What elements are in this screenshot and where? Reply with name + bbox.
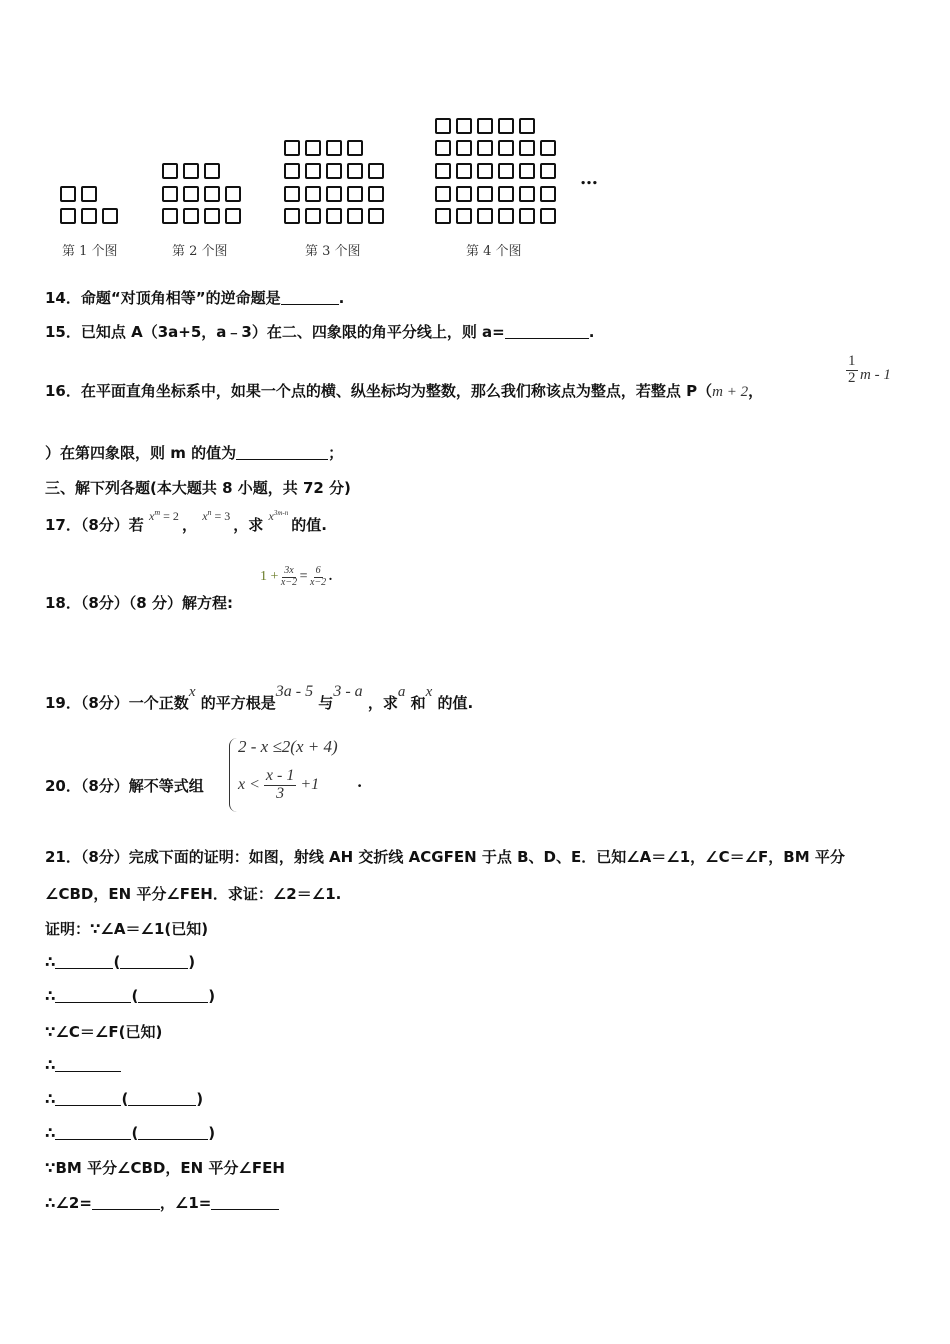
pattern-square	[477, 208, 493, 224]
answer-blank-14[interactable]	[281, 289, 339, 305]
section-heading-3: 三、解下列各题(本大题共 8 小题，共 72 分)	[45, 479, 351, 497]
answer-blank-15[interactable]	[505, 323, 589, 339]
pattern-square	[456, 118, 472, 134]
pattern-square	[498, 163, 514, 179]
figure-caption-1: 第 1 个图	[62, 244, 118, 259]
proof-given-3: ∵BM 平分∠CBD，EN 平分∠FEH	[45, 1159, 285, 1177]
pattern-square	[456, 163, 472, 179]
proof-given-2: ∵∠C＝∠F(已知)	[45, 1023, 163, 1041]
pattern-square	[368, 163, 384, 179]
proof-step-1: ∴ ( )	[45, 953, 196, 971]
pattern-square	[347, 163, 363, 179]
pattern-square	[305, 163, 321, 179]
pattern-square	[435, 186, 451, 202]
pattern-square	[456, 186, 472, 202]
pattern-square	[183, 208, 199, 224]
pattern-square	[347, 140, 363, 156]
figure-caption-4: 第 4 个图	[466, 244, 522, 259]
pattern-square	[368, 208, 384, 224]
pattern-square	[326, 163, 342, 179]
pattern-square	[326, 140, 342, 156]
pattern-square	[326, 186, 342, 202]
q20-tail: .	[357, 773, 363, 791]
proof-step-3: ∴	[45, 1056, 121, 1074]
pattern-square	[347, 208, 363, 224]
question-16-cont: ）在第四象限，则 m 的值为 ；	[45, 444, 344, 462]
pattern-square	[204, 163, 220, 179]
pattern-square	[305, 140, 321, 156]
pattern-square	[60, 208, 76, 224]
proof-blank-4a[interactable]	[55, 1090, 121, 1106]
proof-step-2: ∴ ( )	[45, 987, 216, 1005]
pattern-square	[519, 118, 535, 134]
figure-ellipsis: …	[580, 168, 599, 189]
q16-y-rest: m - 1	[860, 367, 891, 383]
pattern-square	[477, 140, 493, 156]
figure-caption-3: 第 3 个图	[305, 244, 361, 259]
proof-step-4: ∴ ( )	[45, 1090, 204, 1108]
pattern-square	[225, 208, 241, 224]
pattern-square	[162, 186, 178, 202]
pattern-square	[305, 208, 321, 224]
pattern-square	[204, 186, 220, 202]
pattern-square	[498, 118, 514, 134]
pattern-square	[284, 208, 300, 224]
proof-blank-final-a[interactable]	[92, 1194, 160, 1210]
pattern-square	[284, 140, 300, 156]
proof-blank-2b[interactable]	[138, 987, 208, 1003]
proof-blank-1b[interactable]	[120, 953, 188, 969]
pattern-square	[81, 186, 97, 202]
pattern-square	[540, 140, 556, 156]
pattern-square	[368, 186, 384, 202]
pattern-square	[498, 140, 514, 156]
question-17: 17．（8分）若 $^{x^m = 2}$ ， $^{x^n = 3}$ ，求 $^{x^{3m-n}}$ 的值.	[45, 508, 327, 534]
pattern-square	[183, 163, 199, 179]
pattern-square	[519, 163, 535, 179]
pattern-square	[225, 186, 241, 202]
q18-equation: 1 + $\frac{3x}{x-2}$ = $\frac{6}{x-2}$ .	[260, 565, 333, 588]
pattern-square	[477, 186, 493, 202]
proof-blank-4b[interactable]	[128, 1090, 196, 1106]
pattern-square	[162, 208, 178, 224]
proof-blank-5a[interactable]	[55, 1124, 131, 1140]
question-19: 19．（8分）一个正数x 的平方根是3a - 5 与3 - a ，求a 和x 的值.	[45, 683, 474, 712]
proof-blank-5b[interactable]	[138, 1124, 208, 1140]
figure-caption-2: 第 2 个图	[172, 244, 228, 259]
pattern-square	[326, 208, 342, 224]
proof-blank-2a[interactable]	[55, 987, 131, 1003]
pattern-square	[540, 208, 556, 224]
pattern-square	[183, 186, 199, 202]
question-16: 16．在平面直角坐标系中，如果一个点的横、纵坐标均为整数，那么我们称该点为整点，若整点 P（m + 2，	[45, 382, 764, 400]
pattern-square	[498, 186, 514, 202]
pattern-square	[477, 118, 493, 134]
question-14: 14．命题“对顶角相等”的逆命题是 .	[45, 289, 345, 307]
q20-inequality-2: x < $\frac{x - 1}{3}$ +1	[238, 767, 320, 802]
pattern-square	[540, 186, 556, 202]
pattern-square	[284, 186, 300, 202]
pattern-square	[60, 186, 76, 202]
pattern-square	[284, 163, 300, 179]
question-15: 15．已知点 A（3a+5，a﹣3）在二、四象限的角平分线上，则 a= .	[45, 323, 595, 341]
pattern-square	[477, 163, 493, 179]
pattern-square	[540, 163, 556, 179]
question-21: 21．（8分）完成下面的证明：如图，射线 AH 交折线 ACGFEN 于点 B、D、E．已知∠A＝∠1，∠C＝∠F，BM 平分	[45, 848, 845, 866]
pattern-square	[456, 140, 472, 156]
q20-inequality-1: 2 - x ≤2(x + 4)	[238, 737, 338, 756]
pattern-square	[435, 208, 451, 224]
proof-step-5: ∴ ( )	[45, 1124, 216, 1142]
pattern-square	[102, 208, 118, 224]
proof-final: ∴∠2= ，∠1=	[45, 1192, 279, 1213]
q16-y-fraction: $\frac{1}{2}$	[848, 353, 856, 386]
pattern-square	[305, 186, 321, 202]
pattern-square	[519, 208, 535, 224]
answer-blank-16[interactable]	[236, 444, 328, 460]
pattern-square	[519, 186, 535, 202]
pattern-square	[347, 186, 363, 202]
pattern-square	[519, 140, 535, 156]
pattern-square	[498, 208, 514, 224]
question-21-cont: ∠CBD，EN 平分∠FEH．求证：∠2＝∠1.	[45, 885, 342, 903]
question-20: 20．（8分）解不等式组	[45, 777, 204, 795]
proof-blank-3[interactable]	[55, 1056, 121, 1072]
proof-blank-final-b[interactable]	[211, 1194, 279, 1210]
pattern-square	[435, 140, 451, 156]
pattern-square	[435, 163, 451, 179]
proof-start: 证明：∵∠A＝∠1(已知)	[45, 920, 209, 938]
pattern-square	[162, 163, 178, 179]
pattern-square	[435, 118, 451, 134]
proof-blank-1a[interactable]	[55, 953, 113, 969]
pattern-square	[456, 208, 472, 224]
pattern-square	[81, 208, 97, 224]
pattern-square	[204, 208, 220, 224]
question-18: 18．（8分）（8 分）解方程:	[45, 594, 233, 612]
system-brace	[229, 738, 238, 812]
